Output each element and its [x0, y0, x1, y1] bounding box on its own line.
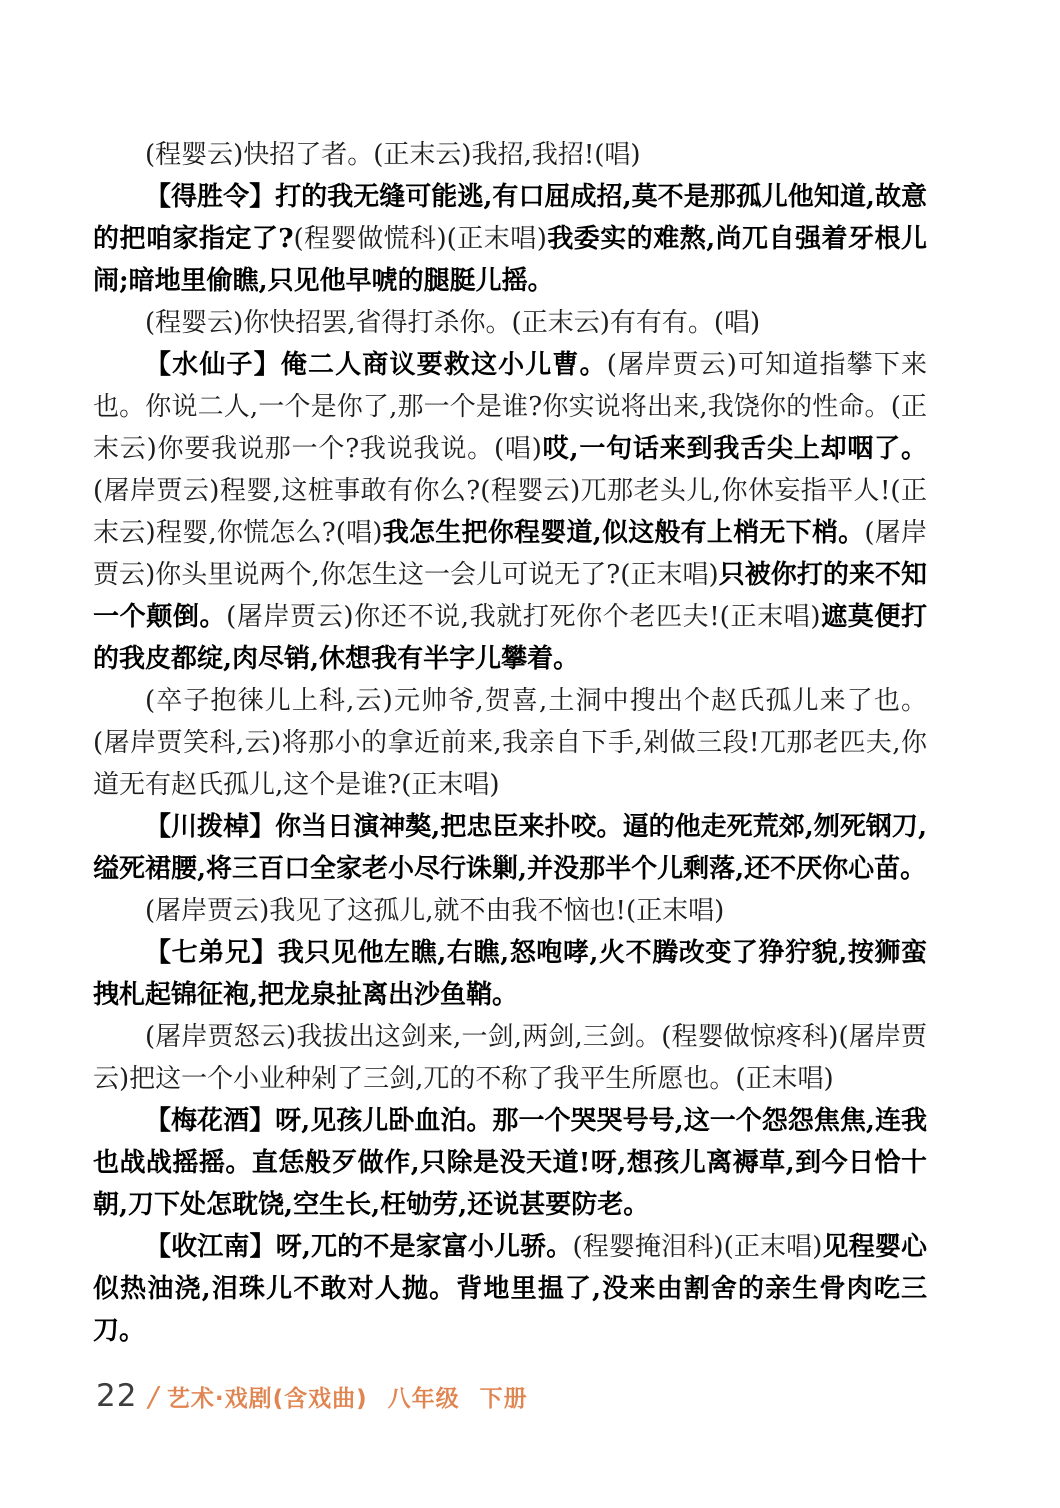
- footer-book-title: [167, 1380, 528, 1413]
- script-text-block: [93, 134, 927, 1352]
- script-paragraph: [93, 806, 927, 890]
- aria-lyric-run: 【七弟兄】我只见他左瞧,右瞧,怒咆哮,火不腾改变了狰狞貌,按狮蛮拽札起锦征袍,把龙泉扯离出沙鱼鞘。: [93, 938, 927, 1010]
- dialogue-run: (屠岸贾云)可知道指攀下来也。你说二人,一个是你了,那一个是谁?你实说将出来,我饶你的性命。(正末云)你要我说那一个?我说我说。(唱): [93, 350, 927, 464]
- dialogue-run: (屠岸贾怒云)我拔出这剑来,一剑,两剑,三剑。(程婴做惊疼科)(屠岸贾云)把这一个小业种剁了三剑,兀的不称了我平生所愿也。(正末唱): [93, 1022, 927, 1094]
- dialogue-run: (卒子抱徕儿上科,云)元帅爷,贺喜,土洞中搜出个赵氏孤儿来了也。(屠岸贾笑科,云)将那小的拿近前来,我亲自下手,剁做三段!兀那老匹夫,你道无有赵氏孤儿,这个是谁?(正末唱): [93, 686, 927, 800]
- aria-lyric-run: 只被你打的来不知一个颠倒。: [93, 560, 927, 632]
- dialogue-run: (程婴云)快招了者。(正末云)我招,我招!(唱): [145, 140, 641, 170]
- dialogue-run: (程婴云)你快招罢,省得打杀你。(正末云)有有有。(唱): [145, 308, 761, 338]
- dialogue-run: (程婴做慌科)(正末唱): [293, 224, 547, 254]
- dialogue-run: (屠岸贾云)你头里说两个,你怎生这一会儿可说无了?(正末唱): [93, 518, 927, 590]
- script-paragraph: [93, 302, 927, 344]
- dialogue-run: (屠岸贾云)程婴,这桩事敢有你么?(程婴云)兀那老头儿,你休妄指平人!(正末云)程婴,你慌怎么?(唱): [93, 476, 927, 548]
- aria-lyric-run: 【水仙子】俺二人商议要救这小儿曹。: [145, 350, 607, 380]
- page-footer: [96, 1378, 528, 1414]
- aria-lyric-run: 【收江南】呀,兀的不是家富小儿骄。: [145, 1232, 573, 1262]
- aria-lyric-run: 【得胜令】打的我无缝可能逃,有口屈成招,莫不是那孤儿他知道,故意的把咱家指定了?: [93, 182, 927, 254]
- aria-lyric-run: 哎,一句话来到我舌尖上却咽了。: [541, 434, 927, 464]
- script-paragraph: [93, 932, 927, 1016]
- script-paragraph: [93, 134, 927, 176]
- dialogue-run: (程婴掩泪科)(正末唱): [572, 1232, 823, 1262]
- script-paragraph: [93, 1100, 927, 1226]
- aria-lyric-run: 【川拨棹】你当日演神獒,把忠臣来扑咬。逼的他走死荒郊,刎死钢刀,缢死裙腰,将三百口全家老小尽行诛剿,并没那半个儿剩落,还不厌你心苗。: [93, 812, 927, 884]
- aria-lyric-run: 见程婴心似热油浇,泪珠儿不敢对人抛。背地里揾了,没来由割舍的亲生骨肉吃三刀。: [93, 1232, 927, 1346]
- footer-subject-label: 艺术·戏剧(含戏曲): [166, 1386, 368, 1412]
- script-paragraph: [93, 344, 927, 680]
- aria-lyric-run: 【梅花酒】呀,见孩儿卧血泊。那一个哭哭号号,这一个怨怨焦焦,连我也战战摇摇。直恁般歹做作,只除是没天道!呀,想孩儿离褥草,到今日恰十朝,刀下处怎耽饶,空生长,枉劬劳,还说甚要防老。: [93, 1106, 927, 1220]
- footer-volume-label: 下册: [479, 1386, 528, 1412]
- aria-lyric-run: 我怎生把你程婴道,似这般有上梢无下梢。: [382, 518, 865, 548]
- page-number: 22: [96, 1378, 138, 1414]
- dialogue-run: (屠岸贾云)你还不说,我就打死你个老匹夫!(正末唱): [226, 602, 821, 632]
- aria-lyric-run: 遮莫便打的我皮都绽,肉尽销,休想我有半字儿攀着。: [93, 602, 927, 674]
- footer-slash-divider: /: [148, 1380, 158, 1413]
- footer-grade-label: 八年级: [387, 1386, 460, 1412]
- script-paragraph: [93, 890, 927, 932]
- script-paragraph: [93, 176, 927, 302]
- dialogue-run: (屠岸贾云)我见了这孤儿,就不由我不恼也!(正末唱): [145, 896, 725, 926]
- aria-lyric-run: 我委实的难熬,尚兀自强着牙根儿闹;暗地里偷瞧,只见他早唬的腿脡儿摇。: [93, 224, 927, 296]
- script-paragraph: [93, 680, 927, 806]
- script-paragraph: [93, 1016, 927, 1100]
- script-paragraph: [93, 1226, 927, 1352]
